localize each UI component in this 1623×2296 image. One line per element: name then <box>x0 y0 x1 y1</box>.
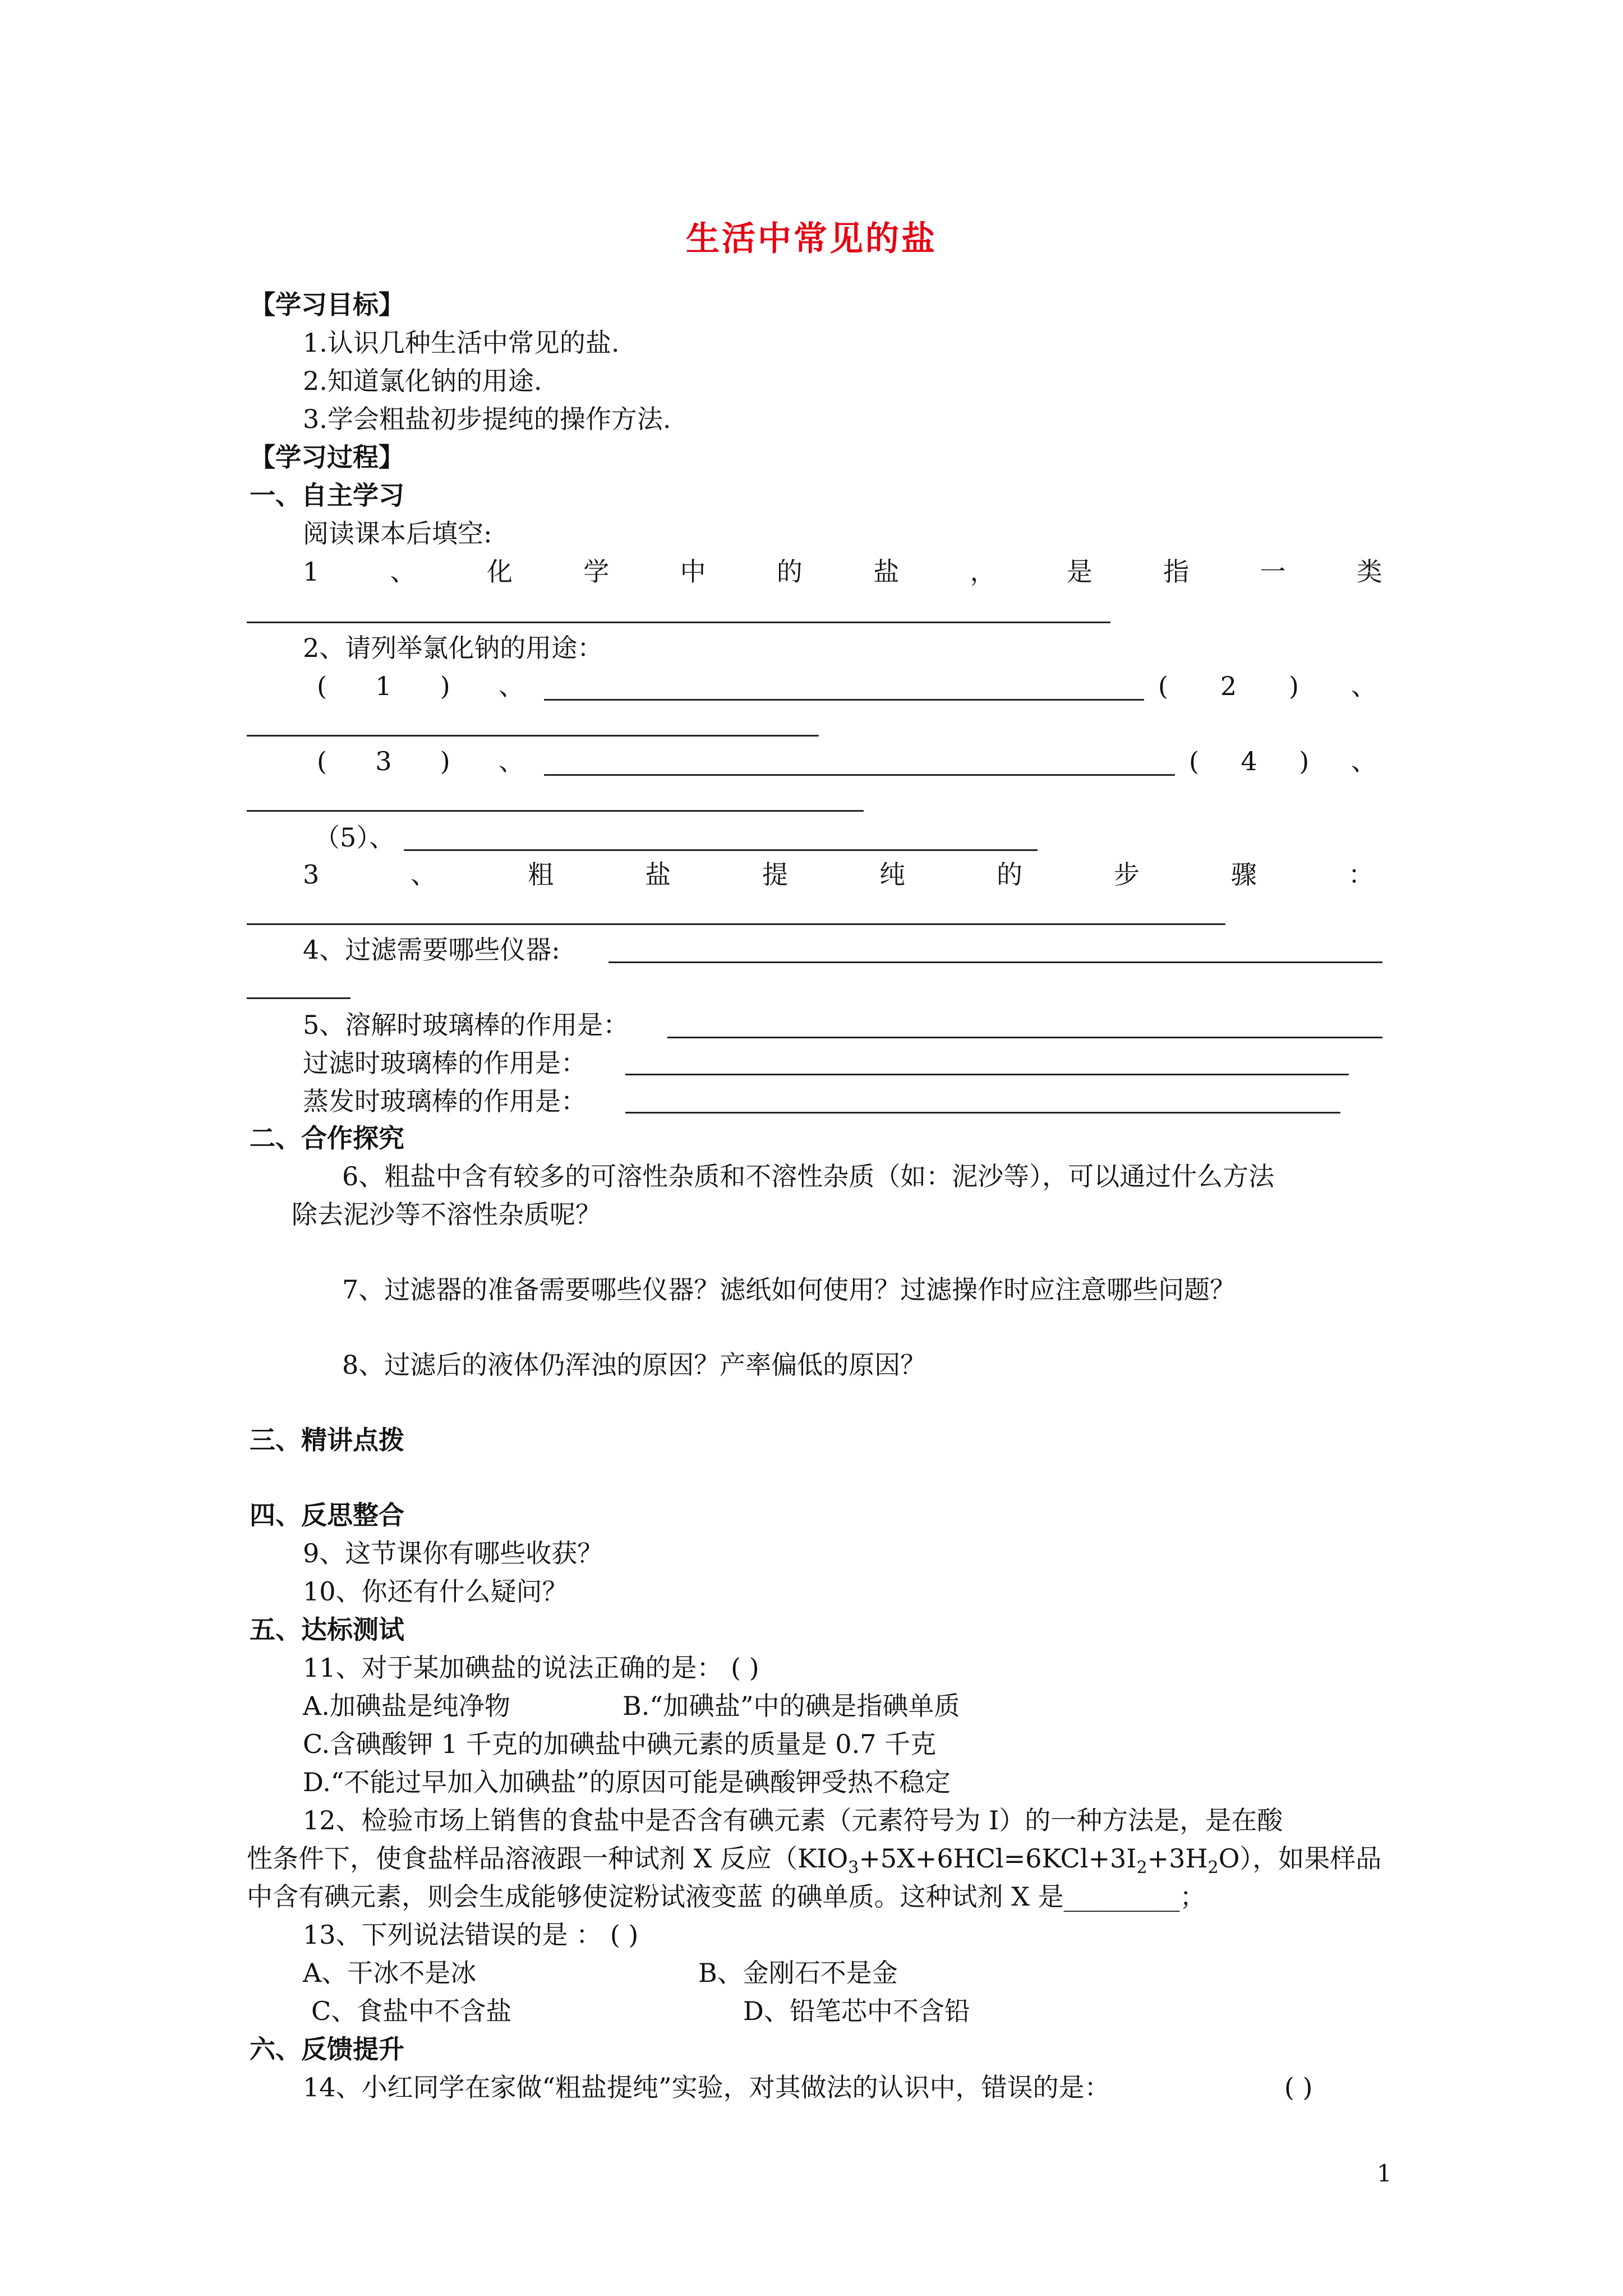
objective-2: 2.知道氯化钠的用途. <box>303 366 542 396</box>
answer-blank-filter[interactable] <box>625 1074 1349 1075</box>
question-9: 9、这节课你有哪些收获？ <box>303 1538 603 1568</box>
option-11-d: D.“不能过早加入加碘盐”的原因可能是碘酸钾受热不稳定 <box>303 1767 951 1797</box>
process-heading: 【学习过程】 <box>250 442 404 472</box>
answer-blank-use-5[interactable] <box>404 849 1038 851</box>
question-8: 8、过滤后的液体仍浑浊的原因？产率偏低的原因？ <box>342 1350 926 1380</box>
page-number: 1 <box>1377 2160 1392 2187</box>
answer-blank-use-2[interactable] <box>247 735 819 737</box>
option-13-a: A、干冰不是冰 <box>303 1958 477 1988</box>
question-12-line-3: 中含有碘元素，则会生成能够使淀粉试液变蓝 的碘单质。这种试剂 X 是_________； <box>247 1881 1206 1912</box>
page-title: 生活中常见的盐 <box>686 219 937 259</box>
answer-blank-use-3[interactable] <box>544 774 1175 776</box>
question-3: 3 、 粗 盐 提 纯 的 步 骤 ： <box>303 859 1374 890</box>
question-5-evaporate: 蒸发时玻璃棒的作用是： <box>303 1086 587 1116</box>
section-6-heading: 六、反馈提升 <box>250 2034 404 2064</box>
answer-blank-dissolve[interactable] <box>667 1037 1382 1038</box>
objectives-heading: 【学习目标】 <box>250 289 404 320</box>
question-14-answer-paren: ( ) <box>1284 2072 1313 2102</box>
section-5-heading: 五、达标测试 <box>250 1614 404 1645</box>
answer-blank-q1[interactable] <box>247 622 1110 623</box>
option-11-a: A.加碘盐是纯净物 <box>303 1691 510 1721</box>
answer-blank-use-4[interactable] <box>247 810 864 812</box>
question-10: 10、你还有什么疑问？ <box>303 1576 568 1607</box>
option-11-b: B.“加碘盐”中的碘是指碘单质 <box>623 1691 960 1721</box>
answer-blank-evaporate[interactable] <box>625 1112 1340 1114</box>
question-13: 13、下列说法错误的是 ： ( ) <box>303 1920 639 1950</box>
objective-3: 3.学会粗盐初步提纯的操作方法. <box>303 404 671 434</box>
option-13-b: B、金刚石不是金 <box>698 1958 898 1988</box>
question-7: 7、过滤器的准备需要哪些仪器？滤纸如何使用？过滤操作时应注意哪些问题？ <box>342 1274 1236 1305</box>
option-13-d: D、铅笔芯中不含铅 <box>743 1996 970 2026</box>
question-11: 11、对于某加碘盐的说法正确的是： ( ) <box>303 1653 759 1683</box>
question-12-line-2: 性条件下，使食盐样品溶液跟一种试剂 X 反应$(KIO_3+5X+6HCl=6KCl+3I_2+3H_2O)$，如果样品 <box>247 1843 1382 1878</box>
use-3-label: ( 3 ) 、 <box>317 746 524 776</box>
answer-blank-use-1[interactable] <box>544 699 1144 701</box>
answer-blank-q3[interactable] <box>247 923 1225 925</box>
option-11-c: C.含碘酸钾 1 千克的加碘盐中碘元素的质量是 0.7 千克 <box>303 1729 937 1759</box>
objective-1: 1.认识几种生活中常见的盐. <box>303 328 620 358</box>
reading-intro: 阅读课本后填空: <box>303 518 492 549</box>
question-2: 2、请列举氯化钠的用途： <box>303 633 603 663</box>
question-6-line-1: 6、粗盐中含有较多的可溶性杂质和不溶性杂质（如：泥沙等），可以通过什么方法 <box>342 1161 1275 1191</box>
answer-blank-q4-cont[interactable] <box>247 997 351 999</box>
use-5-label: （5）、 <box>314 822 395 853</box>
question-14: 14、小红同学在家做“粗盐提纯”实验，对其做法的认识中，错误的是： <box>303 2072 1110 2102</box>
section-1-heading: 一、自主学习 <box>250 480 404 510</box>
question-5-filter: 过滤时玻璃棒的作用是： <box>303 1048 587 1078</box>
option-13-c: C、食盐中不含盐 <box>311 1996 512 2026</box>
question-1: 1 、 化 学 中 的 盐 ， 是 指 一 类 <box>303 556 1382 587</box>
question-5-dissolve: 5、溶解时玻璃棒的作用是： <box>303 1010 629 1040</box>
section-3-heading: 三、精讲点拨 <box>250 1425 404 1455</box>
use-2-label: ( 2 ) 、 <box>1158 671 1377 701</box>
use-1-label: ( 1 ) 、 <box>317 671 524 701</box>
question-12-line-1: 12、检验市场上销售的食盐中是否含有碘元素（元素符号为 I）的一种方法是，是在酸 <box>303 1805 1283 1835</box>
answer-blank-q4[interactable] <box>608 961 1382 963</box>
question-6-line-2: 除去泥沙等不溶性杂质呢？ <box>292 1199 601 1230</box>
question-4: 4、过滤需要哪些仪器: <box>303 935 560 965</box>
use-4-label: ( 4 ) 、 <box>1189 746 1377 776</box>
section-2-heading: 二、合作探究 <box>250 1123 404 1153</box>
section-4-heading: 四、反思整合 <box>250 1500 404 1530</box>
